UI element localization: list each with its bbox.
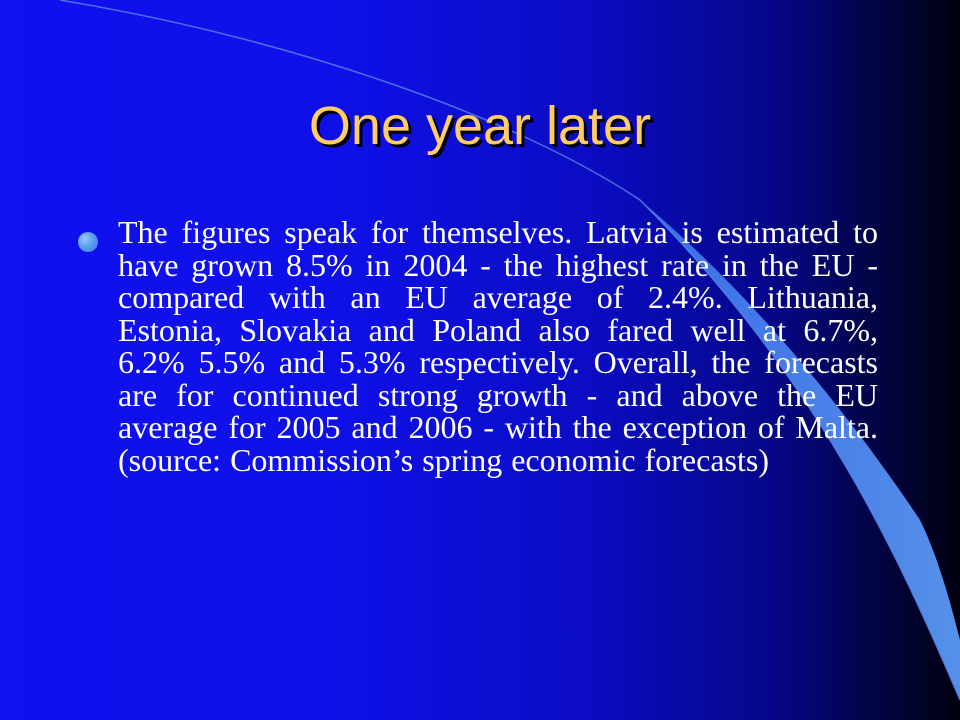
bullet-list (78, 216, 878, 476)
slide-title: One year later (308, 96, 652, 156)
bullet-icon (78, 232, 98, 252)
bullet-text: The figures speak for themselves. Latvia is estimated to have grown 8.5% in 2004 - the highest rate in the EU - compared with an EU average of 2.4%. Lithuania, Estonia, Slovakia and Poland also fared well at 6.7%, 6.2% 5.5% and 5.3% respectively. Overall, the forecasts are for continued strong growth - and above the EU average for 2005 and 2006 - with the exception of Malta. (source: Commission’s spring economic forecasts) (118, 214, 878, 478)
list-item (78, 216, 878, 476)
